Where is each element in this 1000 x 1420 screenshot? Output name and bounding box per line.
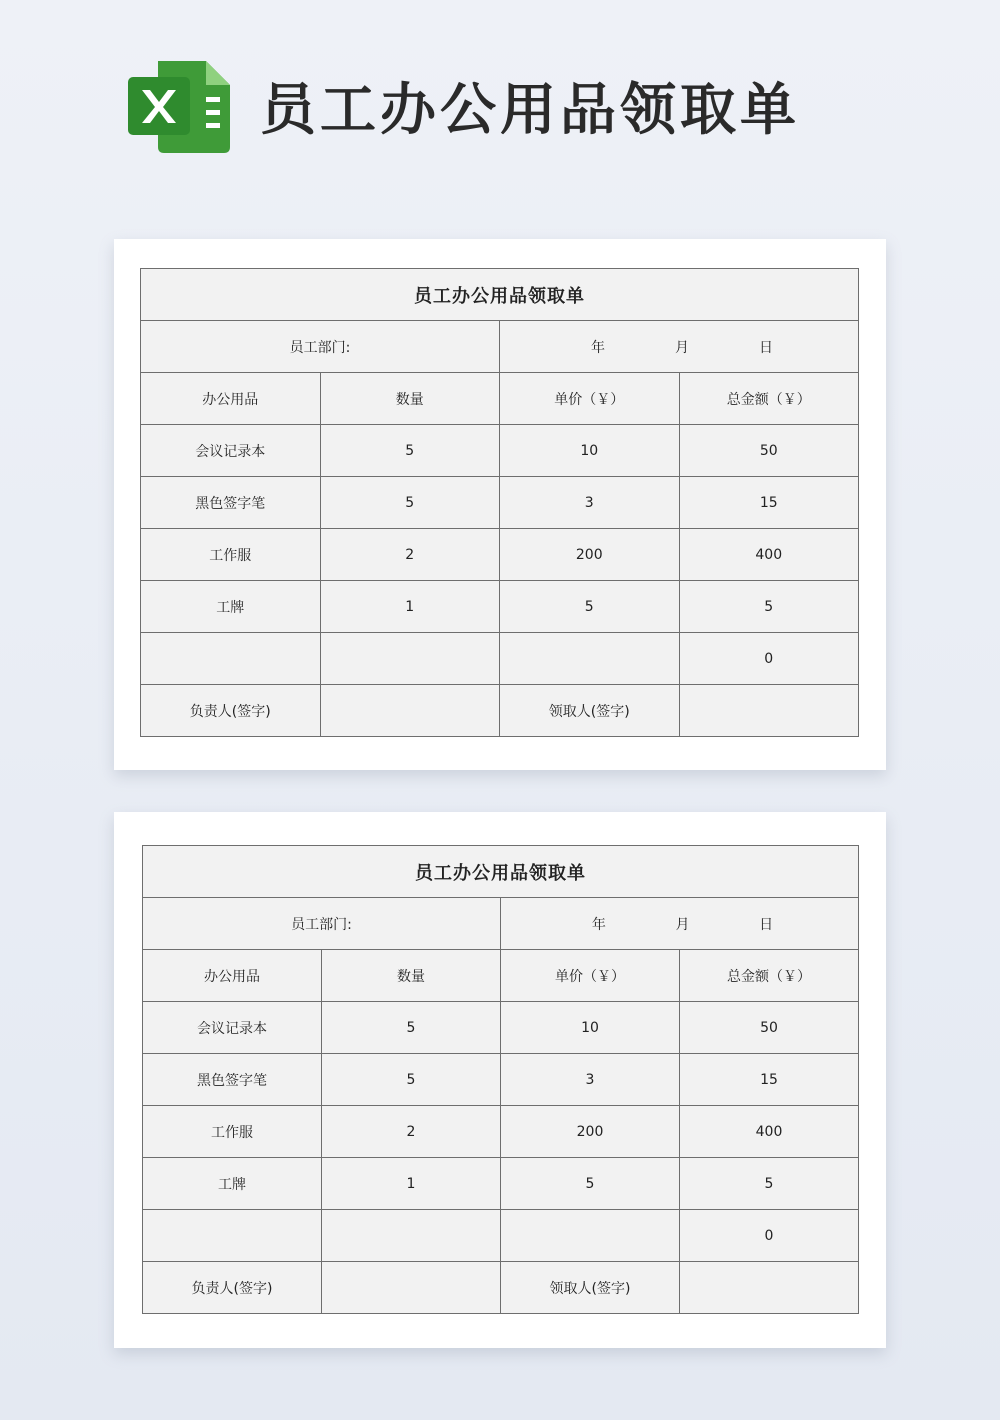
total-cell[interactable]: 0 xyxy=(679,633,859,685)
total-cell[interactable]: 400 xyxy=(679,529,859,581)
unit-price-cell[interactable]: 10 xyxy=(500,425,680,477)
total-cell[interactable]: 15 xyxy=(680,1054,859,1106)
quantity-cell[interactable] xyxy=(322,1210,501,1262)
quantity-cell[interactable]: 5 xyxy=(320,477,500,529)
responsible-label: 负责人(签字) xyxy=(141,685,321,737)
total-cell[interactable]: 400 xyxy=(680,1106,859,1158)
item-cell[interactable] xyxy=(143,1210,322,1262)
item-cell[interactable]: 黑色签字笔 xyxy=(141,477,321,529)
unit-price-cell[interactable]: 200 xyxy=(501,1106,680,1158)
total-cell[interactable]: 50 xyxy=(680,1002,859,1054)
quantity-cell[interactable]: 5 xyxy=(320,425,500,477)
item-cell[interactable] xyxy=(141,633,321,685)
receiver-signature-field[interactable] xyxy=(679,685,859,737)
form-title: 员工办公用品领取单 xyxy=(143,846,859,898)
item-cell[interactable]: 工作服 xyxy=(141,529,321,581)
requisition-table xyxy=(140,268,859,737)
total-cell[interactable]: 5 xyxy=(679,581,859,633)
table-row xyxy=(143,1158,859,1210)
excel-file-icon xyxy=(128,57,232,155)
quantity-cell[interactable]: 1 xyxy=(320,581,500,633)
responsible-label: 负责人(签字) xyxy=(143,1262,322,1314)
unit-price-cell[interactable]: 200 xyxy=(500,529,680,581)
unit-price-cell[interactable] xyxy=(500,633,680,685)
month-label: 月 xyxy=(675,916,690,933)
table-row xyxy=(143,1106,859,1158)
item-cell[interactable]: 会议记录本 xyxy=(143,1002,322,1054)
header-row xyxy=(143,950,859,1002)
header-row xyxy=(141,373,859,425)
form-title: 员工办公用品领取单 xyxy=(141,269,859,321)
year-label: 年 xyxy=(591,339,605,356)
page-title: 员工办公用品领取单 xyxy=(260,78,800,143)
header-item: 办公用品 xyxy=(143,950,322,1002)
table-row xyxy=(141,581,859,633)
header-unit-price: 单价（￥） xyxy=(501,950,680,1002)
header-total: 总金额（￥） xyxy=(679,373,859,425)
date-field[interactable] xyxy=(500,321,859,373)
form-sheet-1 xyxy=(114,239,886,770)
department-label: 员工部门: xyxy=(289,339,351,356)
total-cell[interactable]: 5 xyxy=(680,1158,859,1210)
responsible-signature-field[interactable] xyxy=(322,1262,501,1314)
page-header xyxy=(128,56,800,156)
header-quantity: 数量 xyxy=(322,950,501,1002)
header-item: 办公用品 xyxy=(141,373,321,425)
table-row xyxy=(141,425,859,477)
receiver-label: 领取人(签字) xyxy=(501,1262,680,1314)
header-quantity: 数量 xyxy=(320,373,500,425)
responsible-signature-field[interactable] xyxy=(320,685,500,737)
item-cell[interactable]: 工牌 xyxy=(143,1158,322,1210)
table-row xyxy=(143,1002,859,1054)
unit-price-cell[interactable]: 5 xyxy=(501,1158,680,1210)
quantity-cell[interactable]: 5 xyxy=(322,1054,501,1106)
receiver-label: 领取人(签字) xyxy=(500,685,680,737)
form-sheet-2 xyxy=(114,812,886,1348)
unit-price-cell[interactable]: 3 xyxy=(501,1054,680,1106)
item-cell[interactable]: 黑色签字笔 xyxy=(143,1054,322,1106)
header-unit-price: 单价（￥） xyxy=(500,373,680,425)
quantity-cell[interactable]: 5 xyxy=(322,1002,501,1054)
header-total: 总金额（￥） xyxy=(680,950,859,1002)
day-label: 日 xyxy=(759,916,774,933)
table-row xyxy=(143,1210,859,1262)
signature-row xyxy=(143,1262,859,1314)
unit-price-cell[interactable]: 5 xyxy=(500,581,680,633)
item-cell[interactable]: 工作服 xyxy=(143,1106,322,1158)
quantity-cell[interactable] xyxy=(320,633,500,685)
year-label: 年 xyxy=(591,916,606,933)
quantity-cell[interactable]: 2 xyxy=(320,529,500,581)
department-field[interactable] xyxy=(141,321,500,373)
quantity-cell[interactable]: 1 xyxy=(322,1158,501,1210)
quantity-cell[interactable]: 2 xyxy=(322,1106,501,1158)
department-label: 员工部门: xyxy=(291,916,352,933)
unit-price-cell[interactable] xyxy=(501,1210,680,1262)
unit-price-cell[interactable]: 10 xyxy=(501,1002,680,1054)
item-cell[interactable]: 会议记录本 xyxy=(141,425,321,477)
signature-row xyxy=(141,685,859,737)
total-cell[interactable]: 15 xyxy=(679,477,859,529)
month-label: 月 xyxy=(675,339,689,356)
total-cell[interactable]: 50 xyxy=(679,425,859,477)
department-field[interactable] xyxy=(143,898,501,950)
unit-price-cell[interactable]: 3 xyxy=(500,477,680,529)
date-field[interactable] xyxy=(501,898,859,950)
item-cell[interactable]: 工牌 xyxy=(141,581,321,633)
table-row xyxy=(141,529,859,581)
requisition-table xyxy=(142,845,859,1314)
table-row xyxy=(143,1054,859,1106)
table-row xyxy=(141,477,859,529)
receiver-signature-field[interactable] xyxy=(680,1262,859,1314)
total-cell[interactable]: 0 xyxy=(680,1210,859,1262)
day-label: 日 xyxy=(759,339,773,356)
table-row xyxy=(141,633,859,685)
